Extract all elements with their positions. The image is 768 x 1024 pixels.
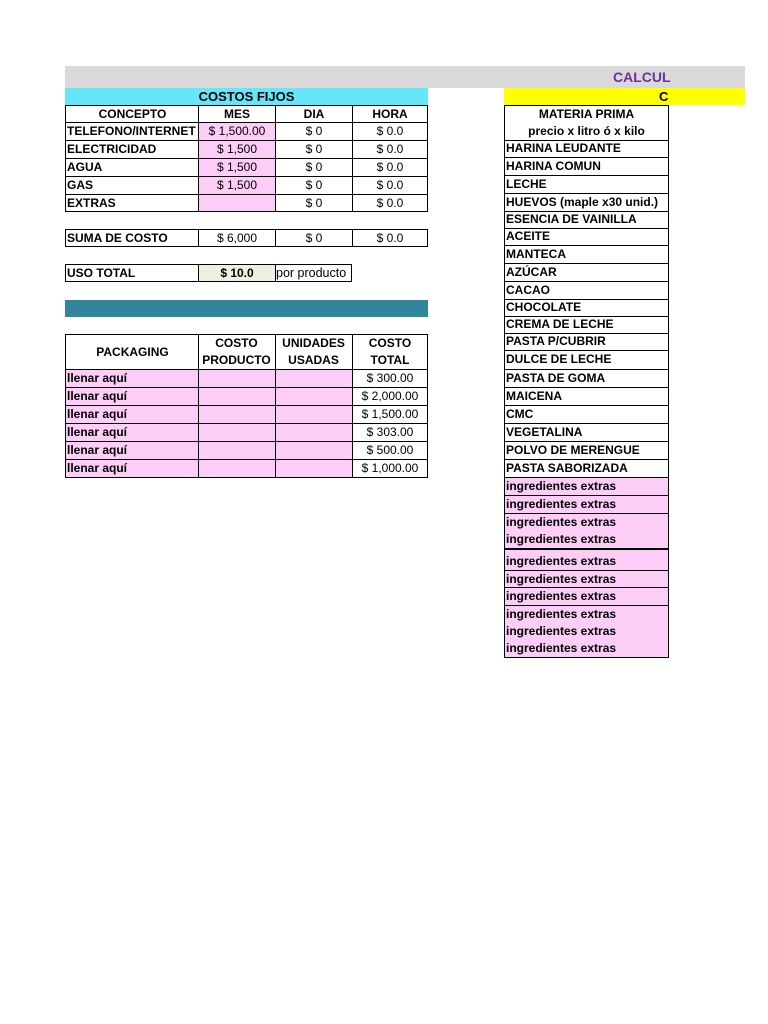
packaging-unidades[interactable] xyxy=(275,424,352,442)
materia-prima-item[interactable]: POLVO DE MERENGUE xyxy=(504,442,669,460)
unidades-usadas-header-line1: UNIDADES xyxy=(282,336,345,350)
costo-total-header-line2: TOTAL xyxy=(370,353,410,367)
packaging-item-label[interactable]: llenar aquí xyxy=(65,388,199,406)
packaging-costo-producto[interactable] xyxy=(198,460,275,478)
materia-prima-item[interactable]: CACAO xyxy=(504,282,669,300)
packaging-unidades[interactable] xyxy=(275,460,352,478)
packaging-costo-producto[interactable] xyxy=(198,388,275,406)
packaging-unidades[interactable] xyxy=(275,442,352,460)
mes-cell[interactable] xyxy=(198,195,275,212)
costos-fijos-header: COSTOS FIJOS xyxy=(65,88,428,105)
materia-prima-item[interactable]: ACEITE xyxy=(504,228,669,246)
suma-mes: $ 6,000 xyxy=(198,229,275,247)
uso-total-value: $ 10.0 xyxy=(198,264,275,282)
ingrediente-extra-item[interactable]: ingredientes extras xyxy=(504,531,669,549)
packaging-item-label[interactable]: llenar aquí xyxy=(65,424,199,442)
unidades-usadas-header-line2: USADAS xyxy=(288,353,339,367)
costos-variables-header xyxy=(504,88,745,105)
mes-cell[interactable]: $ 1,500.00 xyxy=(198,123,275,141)
costo-total-header-line1: COSTO xyxy=(368,336,412,350)
materia-prima-item[interactable]: MANTECA xyxy=(504,246,669,264)
materia-prima-item[interactable]: PASTA DE GOMA xyxy=(504,370,669,388)
hora-cell: $ 0.0 xyxy=(352,195,428,212)
suma-label: SUMA DE COSTO xyxy=(65,229,199,247)
section-divider-band xyxy=(65,300,428,317)
ingrediente-extra-item[interactable]: ingredientes extras xyxy=(504,571,669,588)
unidades-usadas-header xyxy=(275,334,352,370)
concepto-cell[interactable]: AGUA xyxy=(65,159,199,177)
packaging-total: $ 2,000.00 xyxy=(352,388,428,406)
packaging-total: $ 500.00 xyxy=(352,442,428,460)
packaging-header: PACKAGING xyxy=(65,334,199,370)
dia-cell: $ 0 xyxy=(275,177,352,195)
page-title: CALCUL xyxy=(613,69,671,85)
materia-prima-item[interactable]: LECHE xyxy=(504,176,669,194)
packaging-item-label[interactable]: llenar aquí xyxy=(65,460,199,478)
ingrediente-extra-item[interactable]: ingredientes extras xyxy=(504,514,669,532)
costos-variables-header-text: C xyxy=(659,89,669,104)
costo-producto-header-line2: PRODUCTO xyxy=(202,353,271,367)
col-header-hora: HORA xyxy=(352,105,428,123)
packaging-total: $ 300.00 xyxy=(352,370,428,388)
dia-cell: $ 0 xyxy=(275,123,352,141)
col-header-mes: MES xyxy=(198,105,275,123)
packaging-total: $ 303.00 xyxy=(352,424,428,442)
ingrediente-extra-item[interactable]: ingredientes extras xyxy=(504,606,669,624)
packaging-unidades[interactable] xyxy=(275,370,352,388)
materia-prima-item[interactable]: HARINA COMUN xyxy=(504,158,669,176)
concepto-cell[interactable]: TELEFONO/INTERNET xyxy=(65,123,199,141)
materia-prima-header xyxy=(504,105,669,141)
materia-prima-item[interactable]: HARINA LEUDANTE xyxy=(504,140,669,158)
materia-prima-subtitle: precio x litro ó x kilo xyxy=(528,124,645,138)
materia-prima-item[interactable]: AZÚCAR xyxy=(504,264,669,282)
materia-prima-item[interactable]: CHOCOLATE xyxy=(504,299,669,317)
materia-prima-item[interactable]: DULCE DE LECHE xyxy=(504,351,669,370)
materia-prima-title: MATERIA PRIMA xyxy=(538,107,635,121)
dia-cell: $ 0 xyxy=(275,195,352,212)
ingrediente-extra-item[interactable]: ingredientes extras xyxy=(504,640,669,658)
ingrediente-extra-item[interactable]: ingredientes extras xyxy=(504,496,669,514)
costo-total-header xyxy=(352,334,428,370)
materia-prima-item[interactable]: VEGETALINA xyxy=(504,424,669,442)
packaging-total: $ 1,500.00 xyxy=(352,406,428,424)
dia-cell: $ 0 xyxy=(275,159,352,177)
hora-cell: $ 0.0 xyxy=(352,159,428,177)
packaging-unidades[interactable] xyxy=(275,388,352,406)
ingrediente-extra-item[interactable]: ingredientes extras xyxy=(504,588,669,606)
materia-prima-item[interactable]: MAICENA xyxy=(504,388,669,406)
mes-cell[interactable]: $ 1,500 xyxy=(198,141,275,159)
uso-total-label: USO TOTAL xyxy=(65,264,199,282)
costo-producto-header-line1: COSTO xyxy=(215,336,258,350)
materia-prima-item[interactable]: HUEVOS (maple x30 unid.) xyxy=(504,194,669,212)
materia-prima-item[interactable]: CREMA DE LECHE xyxy=(504,316,669,334)
packaging-costo-producto[interactable] xyxy=(198,370,275,388)
dia-cell: $ 0 xyxy=(275,141,352,159)
packaging-item-label[interactable]: llenar aquí xyxy=(65,442,199,460)
ingrediente-extra-item[interactable]: ingredientes extras xyxy=(504,478,669,496)
ingrediente-extra-item[interactable]: ingredientes extras xyxy=(504,623,669,641)
concepto-cell[interactable]: EXTRAS xyxy=(65,195,199,212)
concepto-cell[interactable]: GAS xyxy=(65,177,199,195)
materia-prima-item[interactable]: PASTA P/CUBRIR xyxy=(504,333,669,351)
costo-producto-header xyxy=(198,334,275,370)
hora-cell: $ 0.0 xyxy=(352,123,428,141)
mes-cell[interactable]: $ 1,500 xyxy=(198,177,275,195)
ingrediente-extra-item[interactable]: ingredientes extras xyxy=(504,549,669,571)
packaging-costo-producto[interactable] xyxy=(198,424,275,442)
materia-prima-item[interactable]: CMC xyxy=(504,406,669,424)
packaging-item-label[interactable]: llenar aquí xyxy=(65,406,199,424)
suma-hora: $ 0.0 xyxy=(352,229,428,247)
packaging-item-label[interactable]: llenar aquí xyxy=(65,370,199,388)
packaging-total: $ 1,000.00 xyxy=(352,460,428,478)
mes-cell[interactable]: $ 1,500 xyxy=(198,159,275,177)
hora-cell: $ 0.0 xyxy=(352,177,428,195)
materia-prima-item[interactable]: ESENCIA DE VAINILLA xyxy=(504,211,669,229)
col-header-concepto: CONCEPTO xyxy=(65,105,199,123)
concepto-cell[interactable]: ELECTRICIDAD xyxy=(65,141,199,159)
hora-cell: $ 0.0 xyxy=(352,141,428,159)
materia-prima-item[interactable]: PASTA SABORIZADA xyxy=(504,460,669,478)
col-header-dia: DIA xyxy=(275,105,352,123)
packaging-unidades[interactable] xyxy=(275,406,352,424)
uso-total-suffix: por producto xyxy=(275,264,352,282)
packaging-costo-producto[interactable] xyxy=(198,406,275,424)
suma-dia: $ 0 xyxy=(275,229,352,247)
packaging-costo-producto[interactable] xyxy=(198,442,275,460)
